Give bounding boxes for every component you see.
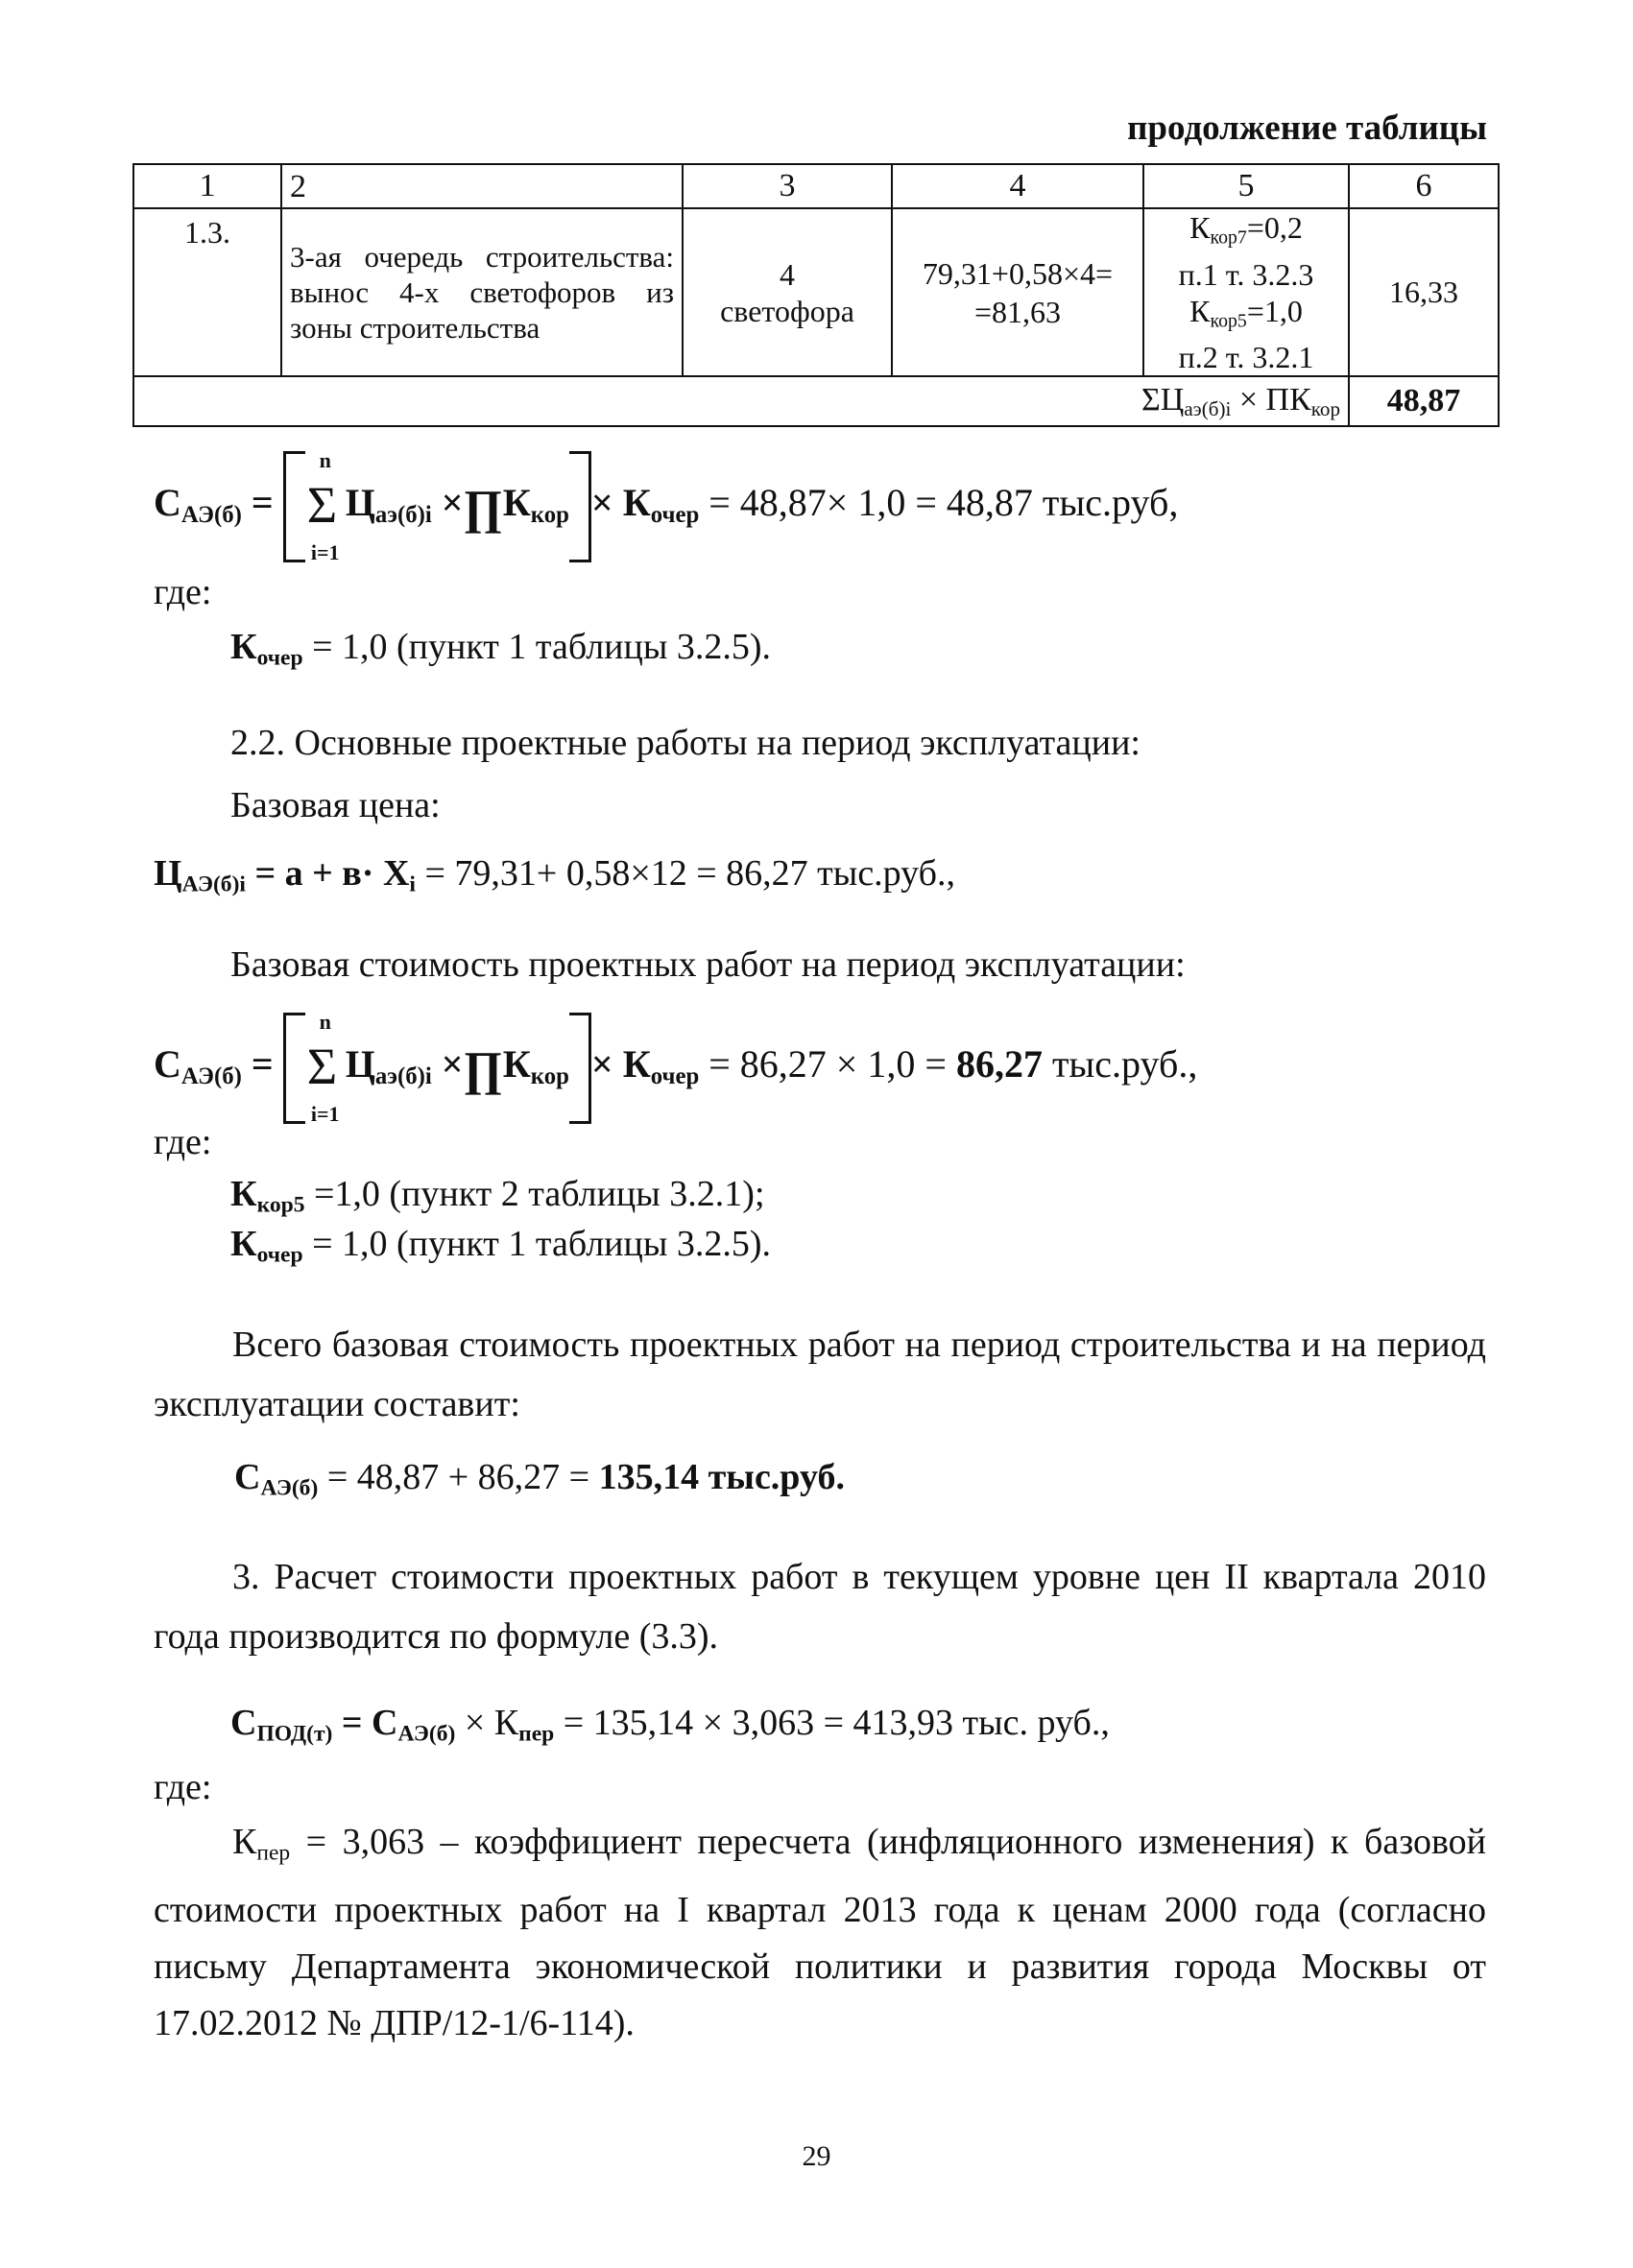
row-calculation [892, 208, 1143, 376]
table-total-row [133, 376, 1499, 426]
row-quantity [683, 208, 892, 376]
col-header-2: 2 [281, 164, 683, 208]
coef-k7-ref: п.1 т. 3.2.3 [1178, 256, 1314, 292]
col-header-6: 6 [1349, 164, 1499, 208]
kper-definition: $К_{пер} = 3,063$ – коэффициент пересчета (инфляционного изменения) к базовой стоимости проектных работ на I квартал 2013 года к ценам 2000 года (согласно письму Департамента экономической политики и развития города Москвы от 17.02.2012 № ДПР/12-1/6-114). [154, 1822, 1486, 2043]
sigma-symbol-2: n Σ i=1 [306, 1010, 340, 1126]
row-price: 16,33 [1349, 208, 1499, 376]
sigma-symbol: n Σ i=1 [306, 448, 340, 564]
continuation-label: продолжение таблицы [1127, 108, 1487, 148]
where-label-3: где: [154, 1767, 212, 1807]
formula-current-price: $С_{ПОД(т)} = С_{АЭ(б)} \times К_{пер} = 135,14 \times 3,063 = 413,93$ тыс. руб., [230, 1703, 1110, 1747]
total-cost-paragraph: Всего базовая стоимость проектных работ на период строительства и на период эксплуатации составит: [154, 1325, 1486, 1424]
section-2-2-heading: 2.2. Основные проектные работы на период эксплуатации: [230, 723, 1141, 763]
k-kor5-definition: $К_{кор5} =1,0$ (пункт 2 таблицы 3.2.1); [230, 1174, 765, 1218]
page-number: 29 [802, 2140, 831, 2172]
where-label-2: где: [154, 1122, 212, 1162]
total-value: 48,87 [1349, 376, 1499, 426]
formula-operation-cost: $С_{АЭ(б)}$ = n Σ i=1 $Ц_{аэ(б)i}$ $\times\prod К_{кор} \times К_{очер} = 86,27 \times 1,0 = 86,27$ тыс.руб., [154, 1010, 1198, 1126]
base-price-label: Базовая цена: [230, 785, 441, 825]
total-cost-formula: $С_{АЭ(б)} = 48,87 + 86,27 = 135,14$ тыс.руб. [234, 1457, 845, 1501]
col-header-1: 1 [133, 164, 281, 208]
table-header-row [133, 164, 1499, 208]
row-coefficients [1143, 208, 1349, 376]
table-row [133, 208, 1499, 376]
calc-line-1: 79,31+0,58×4= [922, 255, 1114, 291]
row-description: 3-ая очередь строительства: вынос 4-х светофоров из зоны строительства [281, 208, 683, 376]
coef-k5: $К_{кор5}=1,0$ [1189, 293, 1303, 332]
k-ocher-definition-2: $К_{очер} = 1,0$ (пункт 1 таблицы 3.2.5). [230, 1224, 772, 1268]
quantity-value: 4 [780, 256, 795, 292]
row-number: 1.3. [133, 208, 281, 376]
col-header-4: 4 [892, 164, 1143, 208]
base-cost-label: Базовая стоимость проектных работ на период эксплуатации: [230, 944, 1186, 985]
k-ocher-definition-1: $К_{очер} = 1,0$ (пункт 1 таблицы 3.2.5). [230, 627, 772, 671]
section-3-paragraph: 3. Расчет стоимости проектных работ в текущем уровне цен II квартала 2010 года производится по формуле (3.3). [154, 1557, 1486, 1657]
total-label: $\Sigma Ц_{аэ(б)i} \times ПК_{кор}$ [133, 376, 1349, 426]
where-label-1: где: [154, 572, 212, 612]
calc-line-2: =81,63 [973, 294, 1062, 329]
coef-k5-ref: п.2 т. 3.2.1 [1178, 340, 1314, 375]
base-price-formula: $Ц_{АЭ(б)i} = а + в\cdot Х_i = 79,31+ 0,58\times 12 = 86,27$ тыс.руб., [154, 853, 956, 897]
col-header-3: 3 [683, 164, 892, 208]
col-header-5: 5 [1143, 164, 1349, 208]
cost-table [132, 163, 1500, 427]
quantity-unit: светофора [720, 293, 854, 328]
coef-k7: $К_{кор7}=0,2$ [1189, 210, 1303, 249]
formula-construction-cost: $С_{АЭ(б)}$ = n Σ i=1 $Ц_{аэ(б)i}$ $\times\prod К_{кор} \times К_{очер} = 48,87\times 1,0 = 48,87$ тыс.руб, [154, 448, 1179, 564]
